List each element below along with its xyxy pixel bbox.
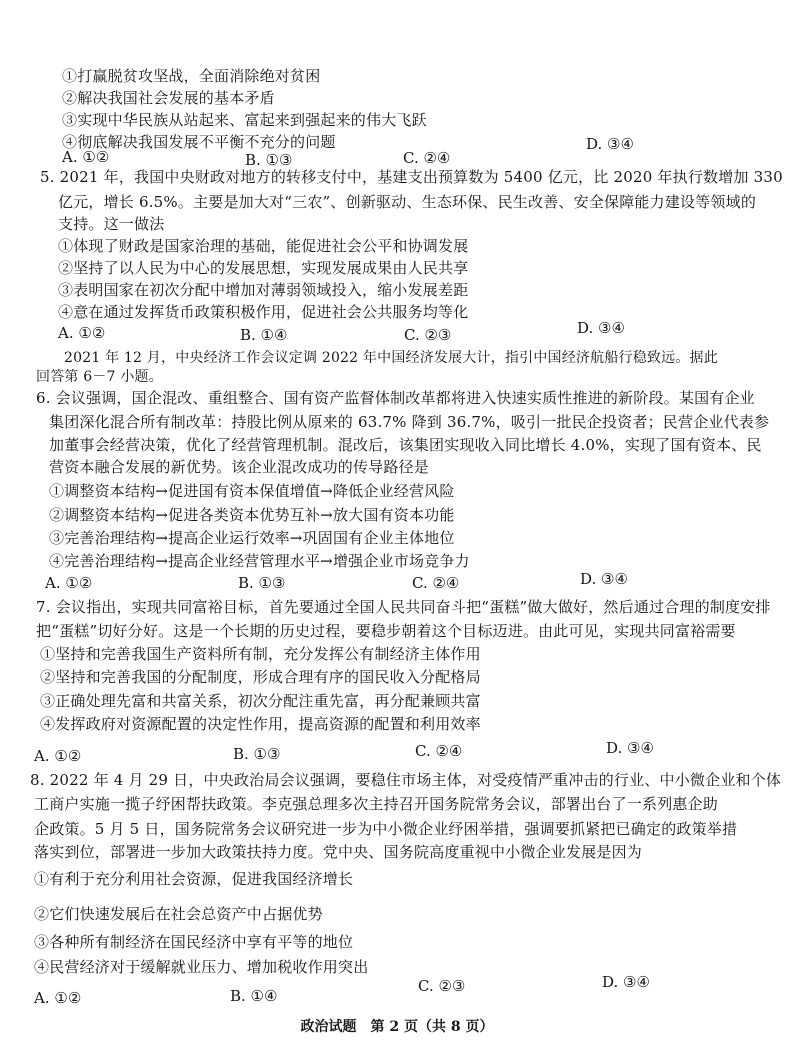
q7-item-4: ④发挥政府对资源配置的决定性作用，提高资源的配置和利用效率 xyxy=(40,715,481,733)
q8-option-a: A. ①② xyxy=(34,989,82,1007)
q7-item-3: ③正确处理先富和共富关系，初次分配注重先富，再分配兼顾共富 xyxy=(40,692,481,710)
page-footer: 政治试题 第 2 页（共 8 页） xyxy=(300,1019,494,1035)
q5-option-a: A. ①② xyxy=(58,324,106,342)
q7-option-a: A. ①② xyxy=(34,747,82,765)
q4-option-a: A. ①② xyxy=(62,148,110,166)
q8-stem-line-1: 8. 2022 年 4 月 29 日，中央政治局会议强调，要稳住市场主体，对受疫情严重冲击的行业、中小微企业和个体 xyxy=(30,771,782,789)
q8-stem-line-4: 落实到位，部署进一步加大政策扶持力度。党中央、国务院高度重视中小微企业发展是因为 xyxy=(34,843,643,861)
q5-option-c: C. ②③ xyxy=(404,326,452,344)
q7-item-1: ①坚持和完善我国生产资料所有制，充分发挥公有制经济主体作用 xyxy=(40,645,481,663)
q5-item-4: ④意在通过发挥货币政策积极作用，促进社会公共服务均等化 xyxy=(58,303,469,321)
q6-stem-line-4: 营资本融合发展的新优势。该企业混改成功的传导路径是 xyxy=(49,458,430,476)
q8-stem-line-3: 企政策。5 月 5 日，国务院常务会议研究进一步为中小微企业纾困举措，强调要抓紧把已确定的政策举措 xyxy=(34,820,738,838)
q8-item-4: ④民营经济对于缓解就业压力、增加税收作用突出 xyxy=(34,958,369,976)
q8-option-b: B. ①④ xyxy=(230,987,278,1005)
q4-item-2: ②解决我国社会发展的基本矛盾 xyxy=(62,89,275,107)
q6-option-c: C. ②④ xyxy=(412,574,460,592)
q6-item-3: ③完善治理结构→提高企业运行效率→巩固国有企业主体地位 xyxy=(49,529,455,547)
q5-stem-line-3: 支持。这一做法 xyxy=(58,215,165,233)
q4-option-c: C. ②④ xyxy=(403,149,451,167)
q6-option-a: A. ①② xyxy=(45,574,93,592)
q8-option-c: C. ②③ xyxy=(418,977,466,995)
q4-option-b: B. ①③ xyxy=(245,151,293,169)
q6-item-2: ②调整资本结构→促进各类资本优势互补→放大国有资本功能 xyxy=(49,506,455,524)
q6-item-1: ①调整资本结构→促进国有资本保值增值→降低企业经营风险 xyxy=(49,482,455,500)
intro-6-7-line-2: 回答第 6－7 小题。 xyxy=(36,369,163,385)
q6-stem-line-2: 集团深化混合所有制改革：持股比例从原来的 63.7% 降到 36.7%，吸引一批民企投资者；民营企业代表参 xyxy=(49,413,770,431)
intro-6-7-line-1: 2021 年 12 月，中央经济工作会议定调 2022 年中国经济发展大计，指引中国经济航船行稳致远。据此 xyxy=(64,350,718,366)
q8-stem-line-2: 工商户实施一揽子纾困帮扶政策。李克强总理多次主持召开国务院常务会议，部署出台了一系列惠企助 xyxy=(34,795,719,813)
q8-item-3: ③各种所有制经济在国民经济中享有平等的地位 xyxy=(34,933,354,951)
q5-option-b: B. ①④ xyxy=(240,326,288,344)
q5-item-1: ①体现了财政是国家治理的基础，能促进社会公平和协调发展 xyxy=(58,237,469,255)
q4-item-4: ④彻底解决我国发展不平衡不充分的问题 xyxy=(62,133,336,151)
q5-item-2: ②坚持了以人民为中心的发展思想，实现发展成果由人民共享 xyxy=(58,259,469,277)
q6-item-4: ④完善治理结构→提高企业经营管理水平→增强企业市场竞争力 xyxy=(49,552,470,570)
q7-option-c: C. ②④ xyxy=(415,742,463,760)
q6-option-b: B. ①③ xyxy=(238,574,286,592)
q4-item-3: ③实现中华民族从站起来、富起来到强起来的伟大飞跃 xyxy=(62,111,427,129)
q5-option-d: D. ③④ xyxy=(577,319,625,337)
q6-stem-line-1: 6. 会议强调，国企混改、重组整合、国有资产监督体制改革都将进入快速实质性推进的新阶段。某国有企业 xyxy=(36,389,755,407)
q5-item-3: ③表明国家在初次分配中增加对薄弱领域投入，缩小发展差距 xyxy=(58,281,469,299)
q8-item-2: ②它们快速发展后在社会总资产中占据优势 xyxy=(34,905,323,923)
q8-option-d: D. ③④ xyxy=(602,973,650,991)
q5-stem-line-1: 5. 2021 年，我国中央财政对地方的转移支付中，基建支出预算数为 5400 亿元，比 2020 年执行数增加 330 xyxy=(40,168,783,186)
q4-option-d: D. ③④ xyxy=(586,135,634,153)
q4-item-1: ①打赢脱贫攻坚战，全面消除绝对贫困 xyxy=(62,67,321,85)
q7-option-b: B. ①③ xyxy=(233,745,281,763)
q7-item-2: ②坚持和完善我国的分配制度，形成合理有序的国民收入分配格局 xyxy=(40,668,481,686)
q7-stem-line-2: 把“蛋糕”切好分好。这是一个长期的历史过程，要稳步朝着这个目标迈进。由此可见，实现共同富裕需要 xyxy=(36,622,736,640)
q5-stem-line-2: 亿元，增长 6.5%。主要是加大对“三农”、创新驱动、生态环保、民生改善、安全保障能力建设等领域的 xyxy=(58,193,757,211)
q6-option-d: D. ③④ xyxy=(580,570,628,588)
q7-stem-line-1: 7. 会议指出，实现共同富裕目标，首先要通过全国人民共同奋斗把“蛋糕”做大做好，然后通过合理的制度安排 xyxy=(36,598,771,616)
q6-stem-line-3: 加董事会经营决策，优化了经营管理机制。混改后，该集团实现收入同比增长 4.0%，实现了国有资本、民 xyxy=(49,436,762,454)
q8-item-1: ①有利于充分利用社会资源，促进我国经济增长 xyxy=(34,870,354,888)
q7-option-d: D. ③④ xyxy=(606,739,654,757)
